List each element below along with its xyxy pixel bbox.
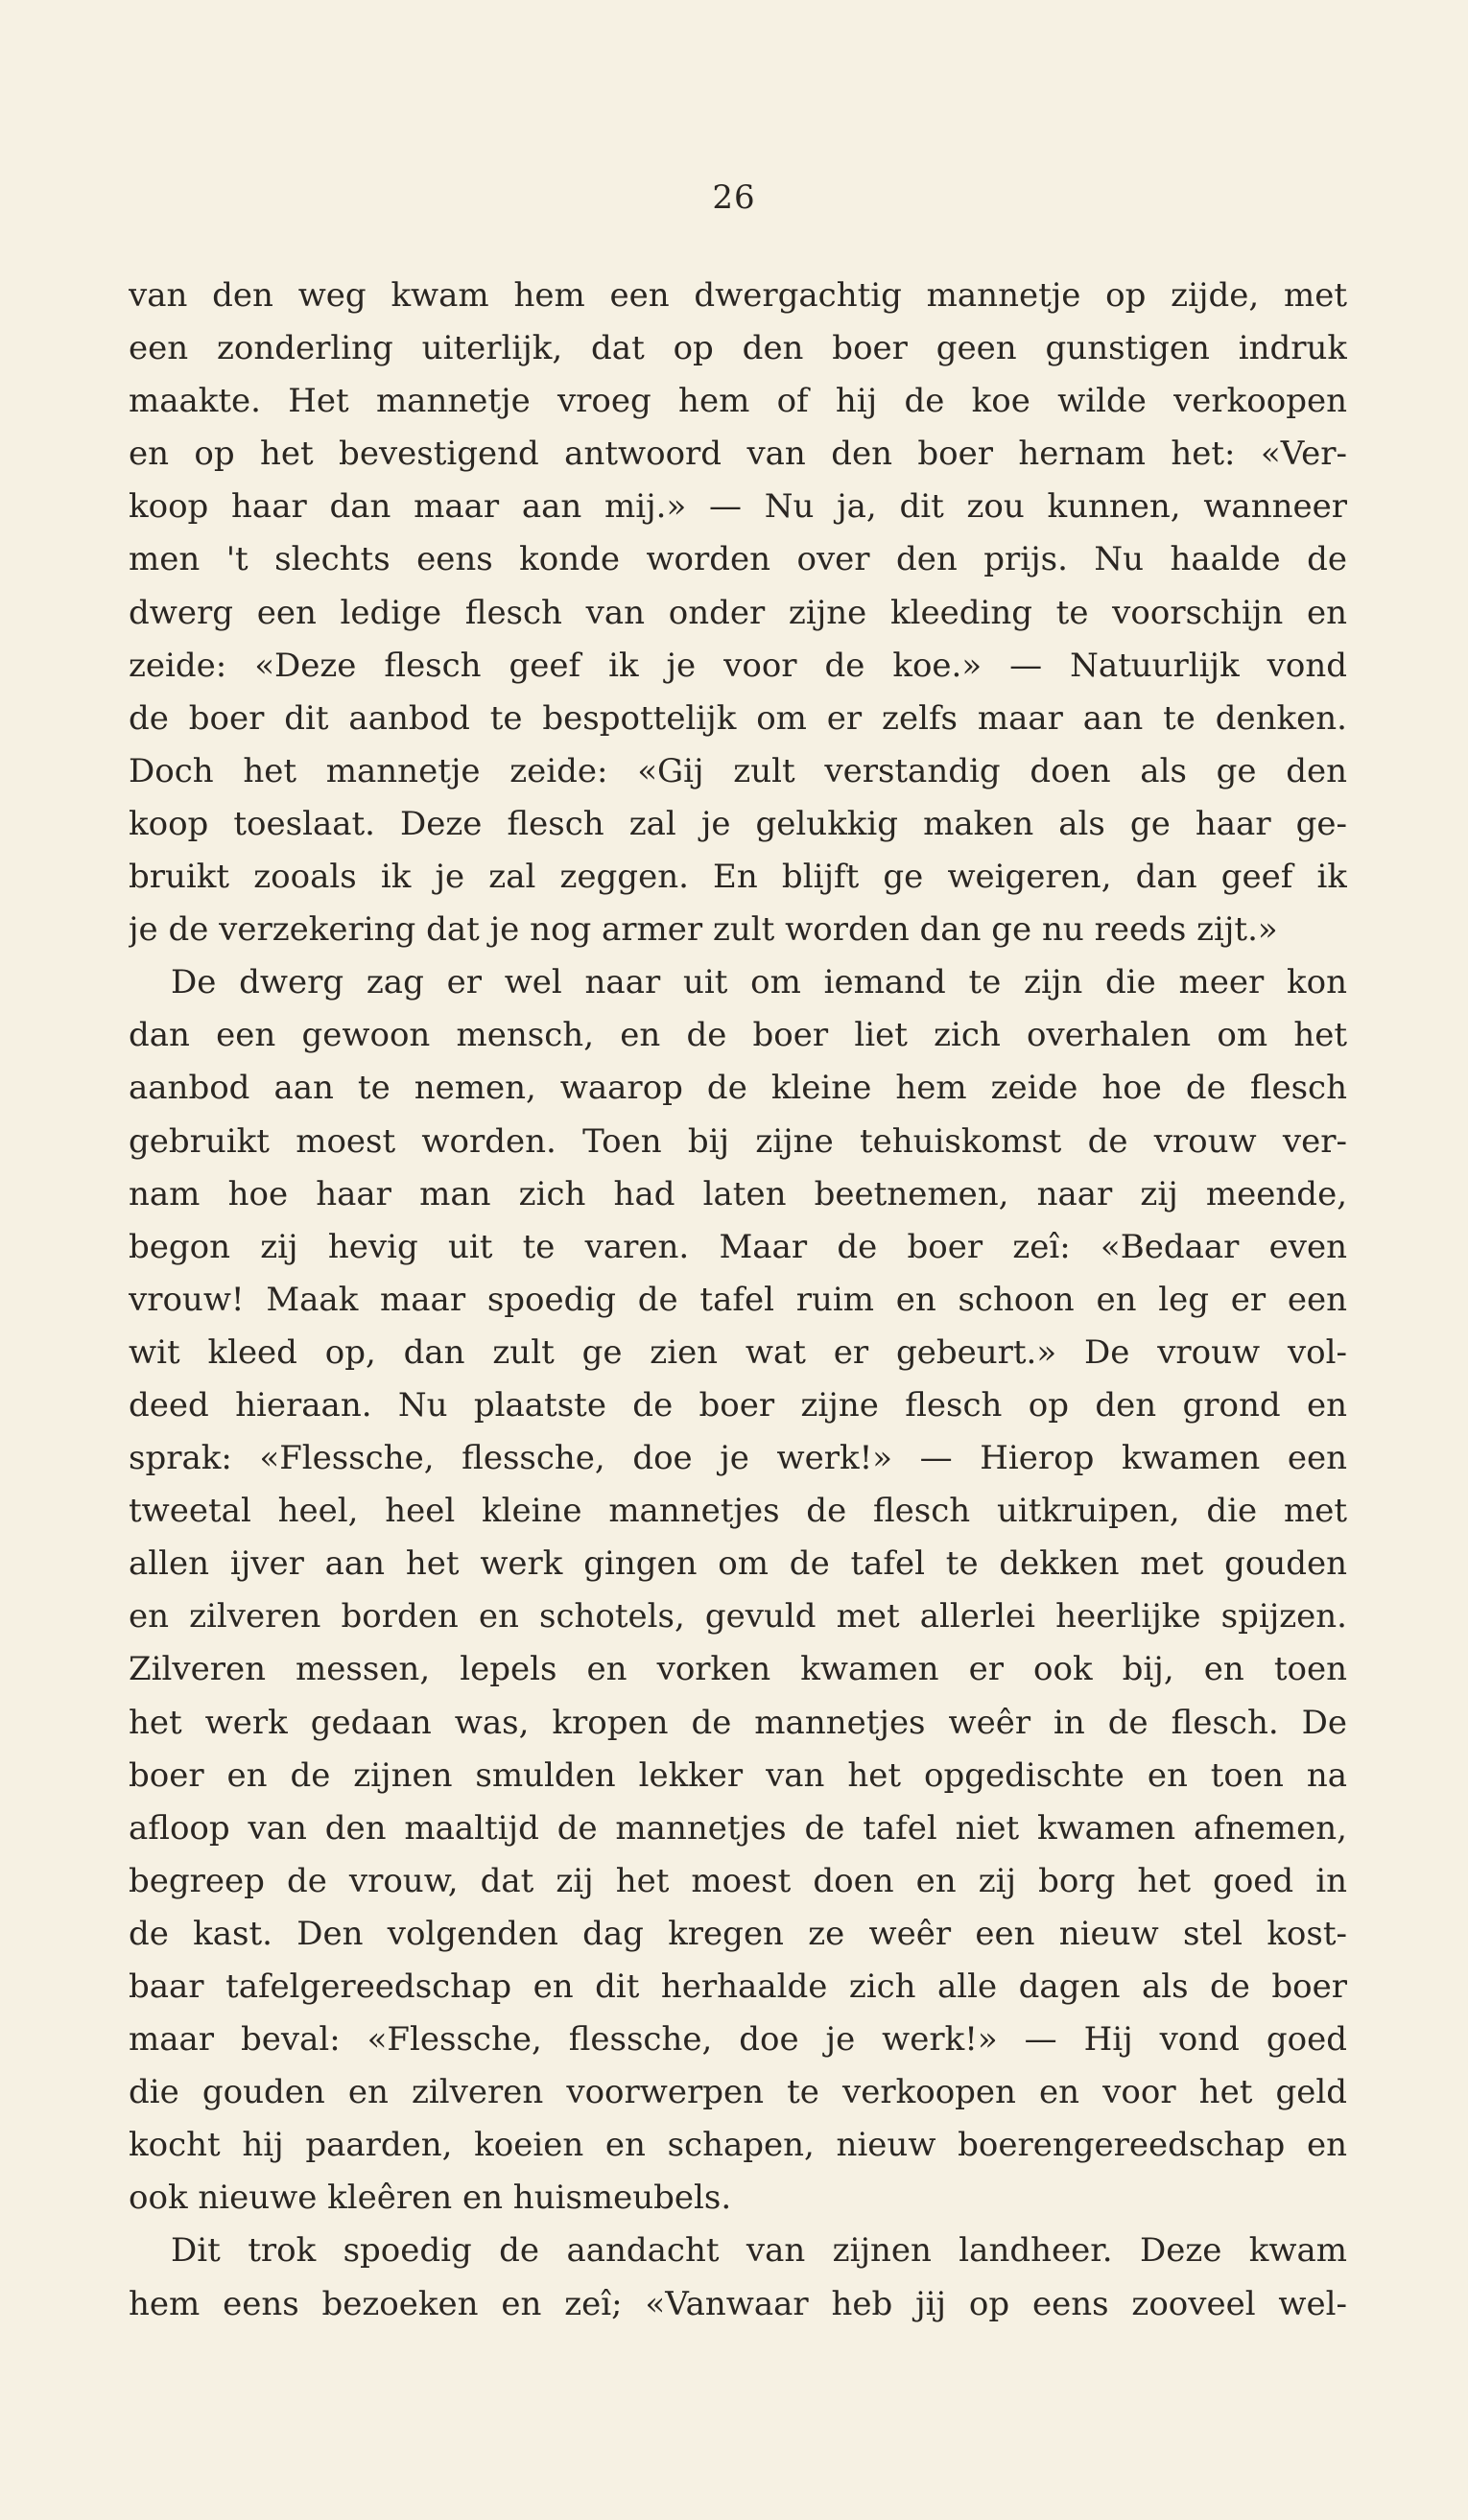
text-line: vrouw! Maak maar spoedig de tafel ruim en schoon en leg er een	[129, 1280, 1347, 1319]
text-line: dwerg een ledige flesch van onder zijne kleeding te voorschijn en	[129, 593, 1347, 632]
text-line: maar beval: «Flessche, flessche, doe je werk!» — Hij vond goed	[129, 2020, 1347, 2060]
text-line: aanbod aan te nemen, waarop de kleine hem zeide hoe de flesch	[129, 1069, 1347, 1108]
text-line: gebruikt moest worden. Toen bij zijne tehuiskomst de vrouw ver-	[129, 1121, 1347, 1161]
text-line: een zonderling uiterlijk, dat op den boer geen gunstigen indruk	[129, 329, 1347, 368]
text-line: men 't slechts eens konde worden over den prijs. Nu haalde de	[129, 540, 1347, 579]
text-line: tweetal heel, heel kleine mannetjes de flesch uitkruipen, die met	[129, 1492, 1347, 1531]
text-line: koop haar dan maar aan mij.» — Nu ja, dit zou kunnen, wanneer	[129, 487, 1347, 527]
text-line: de kast. Den volgenden dag kregen ze weêr een nieuw stel kost-	[129, 1914, 1347, 1953]
text-line: afloop van den maaltijd de mannetjes de tafel niet kwamen afnemen,	[129, 1808, 1347, 1848]
text-line: zeide: «Deze flesch geef ik je voor de koe.» — Natuurlijk vond	[129, 646, 1347, 685]
text-line: baar tafelgereedschap en dit herhaalde zich alle dagen als de boer	[129, 1967, 1347, 2006]
text-line: sprak: «Flessche, flessche, doe je werk!» — Hierop kwamen een	[129, 1439, 1347, 1478]
text-line: hem eens bezoeken en zeî; «Vanwaar heb jij op eens zooveel wel-	[129, 2284, 1347, 2323]
text-line: begon zij hevig uit te varen. Maar de boer zeî: «Bedaar even	[129, 1227, 1347, 1266]
text-line: dan een gewoon mensch, en de boer liet zich overhalen om het	[129, 1016, 1347, 1055]
text-line: Doch het mannetje zeide: «Gij zult verstandig doen als ge den	[129, 751, 1347, 790]
text-line: bruikt zooals ik je zal zeggen. En blijft ge weigeren, dan geef ik	[129, 858, 1347, 897]
text-line: nam hoe haar man zich had laten beetnemen, naar zij meende,	[129, 1174, 1347, 1213]
text-line: boer en de zijnen smulden lekker van het opgedischte en toen na	[129, 1755, 1347, 1795]
text-line: je de verzekering dat je nog armer zult worden dan ge nu reeds zijt.»	[129, 910, 1278, 950]
text-line: begreep de vrouw, dat zij het moest doen en zij borg het goed in	[129, 1861, 1347, 1900]
page-number: 26	[712, 178, 756, 217]
text-line: koop toeslaat. Deze flesch zal je gelukkig maken als ge haar ge-	[129, 804, 1347, 843]
text-line: De dwerg zag er wel naar uit om iemand te zijn die meer kon	[171, 963, 1347, 1002]
text-line: allen ijver aan het werk gingen om de tafel te dekken met gouden	[129, 1544, 1347, 1584]
text-line: maakte. Het mannetje vroeg hem of hij de koe wilde verkoopen	[129, 382, 1347, 421]
text-line: deed hieraan. Nu plaatste de boer zijne flesch op den grond en	[129, 1385, 1347, 1425]
text-line: en op het bevestigend antwoord van den boer hernam het: «Ver-	[129, 435, 1347, 474]
text-line: van den weg kwam hem een dwergachtig mannetje op zijde, met	[129, 276, 1347, 315]
text-line: het werk gedaan was, kropen de mannetjes weêr in de flesch. De	[129, 1703, 1347, 1742]
text-line: Dit trok spoedig de aandacht van zijnen landheer. Deze kwam	[171, 2231, 1347, 2271]
text-line: Zilveren messen, lepels en vorken kwamen er ook bij, en toen	[129, 1650, 1347, 1689]
text-line: de boer dit aanbod te bespottelijk om er zelfs maar aan te denken.	[129, 698, 1347, 738]
body-text	[129, 270, 1347, 2331]
text-line: kocht hij paarden, koeien en schapen, nieuw boerengereedschap en	[129, 2126, 1347, 2165]
text-line: ook nieuwe kleêren en huismeubels.	[129, 2179, 732, 2218]
text-line: wit kleed op, dan zult ge zien wat er gebeurt.» De vrouw vol-	[129, 1332, 1347, 1372]
text-line: en zilveren borden en schotels, gevuld met allerlei heerlijke spijzen.	[129, 1597, 1347, 1637]
text-line: die gouden en zilveren voorwerpen te verkoopen en voor het geld	[129, 2073, 1347, 2112]
